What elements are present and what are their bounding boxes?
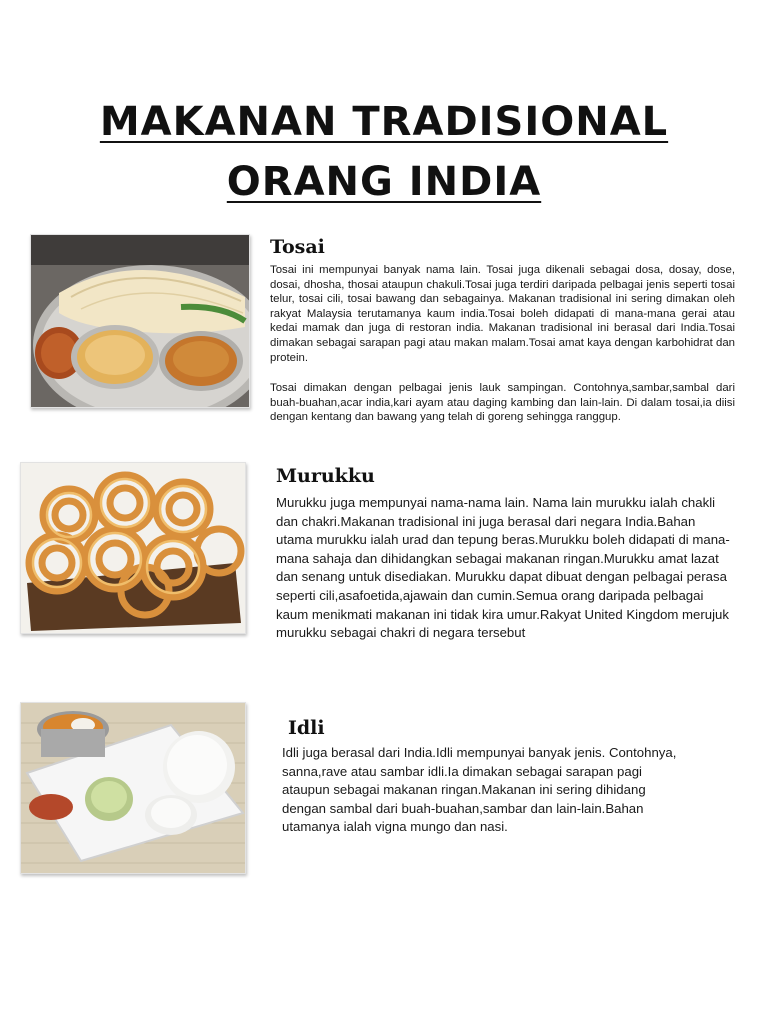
idli-heading: Idli [288,717,325,739]
tosai-paragraph-1: Tosai ini mempunyai banyak nama lain. Tosai juga dikenali sebagai dosa, dosay, dose, dosai, dhosha, thosai ataupun chakuli.Tosai juga terdiri daripada pelbagai jenis seperti tosai telur, tosai cili, tosai bawang dan sebagainya. Makanan tradisional ini sering dimakan oleh rakyat Malaysia terutamanya kaum india.Tosai boleh didapati di mana-mana gerai atau kedai mamak dan juga di restoran india. Makanan tradisional ini berasal dari India.Tosai dimakan sebagai sarapan pagi atau makan malam.Tosai amat kaya dengan karbohidrat dan protein. [270,264,735,364]
page-title-line-2: ORANG INDIA [226,159,542,205]
idli-photo [20,702,246,874]
murukku-photo [20,462,246,634]
tosai-paragraph-2: Tosai dimakan dengan pelbagai jenis lauk sampingan. Contohnya,sambar,sambal dari buah-buahan,acar india,kari ayam atau daging kambing dan lain-lain. Di dalam tosai,ia diisi dengan kentang dan bawang yang telah di goreng sehingga ranggup. [270,382,735,424]
murukku-heading: Murukku [276,465,375,487]
murukku-paragraph: Murukku juga mempunyai nama-nama lain. Nama lain murukku ialah chakli dan chakri.Makanan tradisional ini juga berasal dari negara India.Bahan utama murukku ialah urad dan tepung beras.Murukku boleh didapati di mana-mana sahaja dan dihidangkan sebagai makanan ringan.Murukku amat lazat dan senang untuk disediakan. Murukku dapat dibuat dengan pelbagai perasa seperti cili,asafoetida,ajawain dan cumin.Semua orang daripada pelbagai kaum menikmati makanan ini tidak kira umur.Rakyat United Kingdom merujuk murukku sebagai chakri di negara tersebut [276,495,730,641]
tosai-photo [30,234,250,408]
page-title-line-1: MAKANAN TRADISIONAL [99,99,669,145]
idli-paragraph: Idli juga berasal dari India.Idli mempunyai banyak jenis. Contohnya, sanna,rave atau sambar idli.Ia dimakan sebagai sarapan pagi ataupun sebagai makanan ringan.Makanan ini sering dihidang dengan sambal dari buah-buahan,sambar dan lain-lain.Bahan utamanya ialah vigna mungo dan nasi. [282,745,677,835]
tosai-heading: Tosai [270,236,325,258]
